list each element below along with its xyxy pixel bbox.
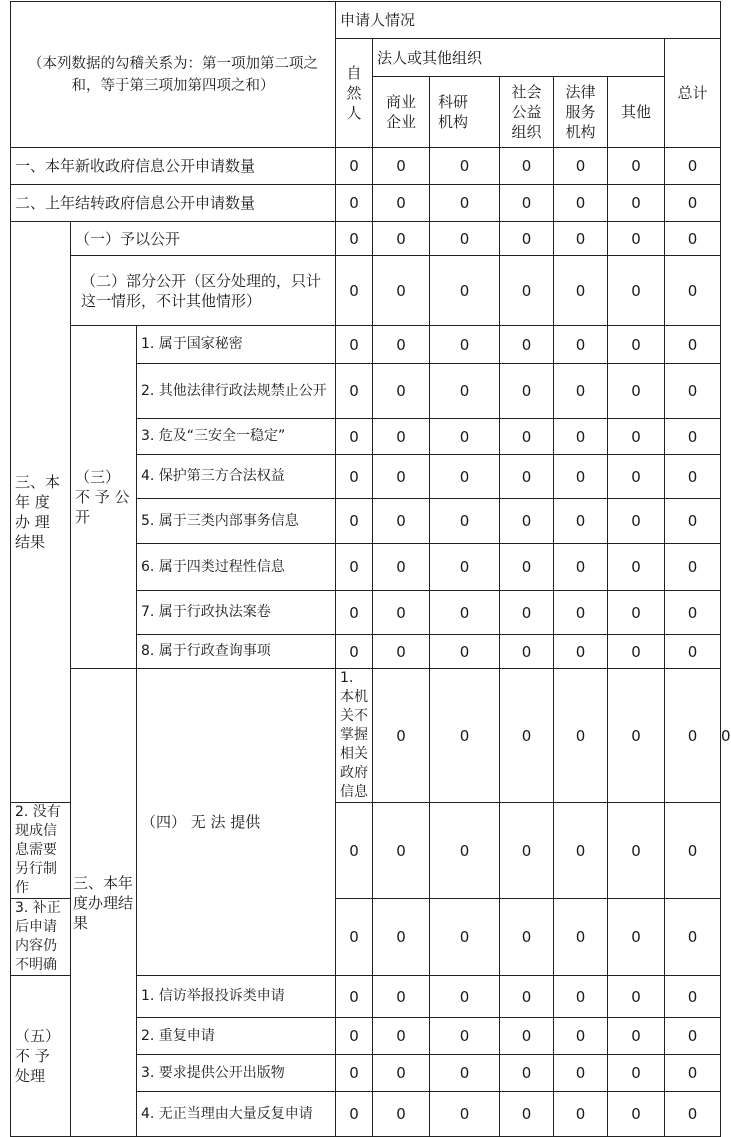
cell-legal-service: 0: [554, 976, 608, 1018]
table-row: 三、本年度办理结果 （四） 无 法 提供 1. 本机关不掌握相关政府信息 0 0 0 0 0 0 0: [11, 669, 721, 803]
row-label: 5. 属于三类内部事务信息: [137, 499, 336, 544]
cell-natural: 0: [336, 1055, 373, 1092]
cell-other: 0: [608, 326, 665, 364]
row-label: 3. 要求提供公开出版物: [137, 1055, 336, 1092]
row-label: 二、上年结转政府信息公开申请数量: [11, 185, 336, 222]
cell-commercial: 0: [373, 1055, 430, 1092]
header-other: 其他: [608, 77, 665, 148]
cell-research: 0: [430, 364, 500, 419]
cell-social: 0: [500, 364, 554, 419]
cell-other: 0: [608, 455, 665, 499]
header-commercial: 商业企业: [373, 77, 430, 148]
row-label: 2. 重复申请: [137, 1018, 336, 1055]
cell-social: 0: [500, 803, 554, 899]
cell-natural: 0: [336, 419, 373, 455]
header-legal-service: 法律服务机构: [554, 77, 608, 148]
cell-research: 0: [430, 185, 500, 222]
cell-natural: 0: [373, 669, 430, 803]
cell-legal-service: 0: [554, 1092, 608, 1137]
cell-social: 0: [500, 185, 554, 222]
header-natural-person: 自然人: [336, 39, 373, 148]
table-row: [11, 148, 721, 185]
cell-other: 0: [608, 364, 665, 419]
cell-natural: 0: [336, 185, 373, 222]
cell-research: 0: [430, 591, 500, 635]
cell-natural: 0: [336, 499, 373, 544]
cell-legal-service: 0: [554, 899, 608, 976]
cell-other: 0: [665, 669, 721, 803]
cell-total: 0: [665, 803, 721, 899]
cell-commercial: 0: [373, 544, 430, 591]
row-label: 6. 属于四类过程性信息: [137, 544, 336, 591]
header-note: （本列数据的勾稽关系为：第一项加第二项之和，等于第三项加第四项之和）: [11, 2, 336, 148]
cell-total: 0: [665, 222, 721, 256]
row-label: 3. 补正后申请内容仍不明确: [11, 899, 71, 976]
section-3-label-b: 三、本年度办理结果: [71, 669, 137, 1137]
cell-commercial: 0: [373, 1092, 430, 1137]
cell-total: 0: [665, 1018, 721, 1055]
section-3-label-a: 三、本 年 度 办 理 结果: [11, 222, 71, 803]
cell-legal-service: 0: [554, 185, 608, 222]
cell-social: 0: [500, 455, 554, 499]
row-label: 1. 信访举报投诉类申请: [137, 976, 336, 1018]
cell-natural: 0: [336, 591, 373, 635]
gov-info-disclosure-table: [10, 1, 731, 1137]
cell-commercial: 0: [373, 635, 430, 669]
cell-social: 0: [500, 899, 554, 976]
cell-legal-service: 0: [554, 326, 608, 364]
cell-natural: 0: [336, 256, 373, 326]
cell-social: 0: [500, 256, 554, 326]
cell-commercial: 0: [373, 976, 430, 1018]
cell-research: 0: [430, 635, 500, 669]
cell-natural: 0: [336, 222, 373, 256]
cell-social: 0: [500, 976, 554, 1018]
cell-total: 0: [665, 1055, 721, 1092]
row-label: 7. 属于行政执法案卷: [137, 591, 336, 635]
cell-research: 0: [430, 1092, 500, 1137]
header-research: 科研机构: [430, 77, 500, 148]
cell-total: 0: [665, 419, 721, 455]
cell-commercial: 0: [373, 148, 430, 185]
row-label: （一）予以公开: [71, 222, 336, 256]
cell-natural: 0: [336, 1092, 373, 1137]
cell-other: 0: [608, 1092, 665, 1137]
cell-other: 0: [608, 499, 665, 544]
cell-commercial: 0: [373, 803, 430, 899]
cell-total: 0: [665, 185, 721, 222]
row-label: 3. 危及“三安全一稳定”: [137, 419, 336, 455]
cell-social: 0: [500, 1018, 554, 1055]
cell-legal-service: 0: [554, 803, 608, 899]
row-label: 一、本年新收政府信息公开申请数量: [11, 148, 336, 185]
cell-total: 0: [665, 148, 721, 185]
report-table-wrapper: [10, 1, 731, 1137]
cell-research: 0: [430, 803, 500, 899]
cell-total: 0: [665, 635, 721, 669]
cell-total: 0: [665, 499, 721, 544]
cell-natural: 0: [336, 326, 373, 364]
cell-total: 0: [665, 326, 721, 364]
cell-natural: 0: [336, 148, 373, 185]
cell-legal-service: 0: [554, 544, 608, 591]
cell-legal-service: 0: [554, 419, 608, 455]
cell-research: 0: [430, 1055, 500, 1092]
table-row: [11, 256, 721, 326]
row-label: 2. 没有现成信息需要另行制作: [11, 803, 71, 899]
cell-research: 0: [430, 222, 500, 256]
cell-commercial: 0: [373, 499, 430, 544]
cell-social: 0: [500, 635, 554, 669]
cell-social: 0: [500, 1092, 554, 1137]
cell-natural: 0: [336, 635, 373, 669]
cell-commercial: 0: [430, 669, 500, 803]
header-applicant: 申请人情况: [336, 2, 721, 39]
cell-commercial: 0: [373, 326, 430, 364]
cell-total: 0: [665, 364, 721, 419]
group-5-label: （五） 不 予 处理: [11, 976, 71, 1137]
cell-social: 0: [500, 222, 554, 256]
group-3-label: （三） 不 予 公开: [71, 326, 137, 669]
cell-research: 0: [500, 669, 554, 803]
cell-legal-service: 0: [554, 455, 608, 499]
header-legal-group: 法人或其他组织: [373, 39, 665, 77]
cell-other: 0: [608, 899, 665, 976]
cell-legal-service: 0: [554, 1018, 608, 1055]
cell-natural: 0: [336, 364, 373, 419]
row-label: 1. 属于国家秘密: [137, 326, 336, 364]
cell-other: 0: [608, 256, 665, 326]
cell-commercial: 0: [373, 419, 430, 455]
cell-natural: 0: [336, 803, 373, 899]
cell-research: 0: [430, 1018, 500, 1055]
cell-research: 0: [430, 976, 500, 1018]
cell-total: 0: [665, 544, 721, 591]
cell-legal-service: 0: [554, 222, 608, 256]
row-label: 4. 保护第三方合法权益: [137, 455, 336, 499]
cell-research: 0: [430, 499, 500, 544]
cell-social: 0: [500, 419, 554, 455]
cell-research: 0: [430, 544, 500, 591]
cell-research: 0: [430, 455, 500, 499]
cell-natural: 0: [336, 899, 373, 976]
cell-natural: 0: [336, 976, 373, 1018]
cell-total: 0: [665, 1092, 721, 1137]
cell-legal-service: 0: [554, 499, 608, 544]
cell-legal-service: 0: [554, 148, 608, 185]
cell-total: 0: [665, 976, 721, 1018]
header-total: 总计: [665, 39, 721, 148]
cell-legal-service: 0: [554, 591, 608, 635]
cell-social: 0: [500, 499, 554, 544]
cell-commercial: 0: [373, 364, 430, 419]
cell-commercial: 0: [373, 256, 430, 326]
cell-other: 0: [608, 803, 665, 899]
cell-research: 0: [430, 326, 500, 364]
cell-other: 0: [608, 148, 665, 185]
cell-commercial: 0: [373, 591, 430, 635]
cell-other: 0: [608, 1055, 665, 1092]
row-label: 8. 属于行政查询事项: [137, 635, 336, 669]
cell-commercial: 0: [373, 455, 430, 499]
table-row: [11, 185, 721, 222]
row-label: （二）部分公开（区分处理的，只计这一情形，不计其他情形）: [71, 256, 336, 326]
cell-research: 0: [430, 899, 500, 976]
cell-commercial: 0: [373, 222, 430, 256]
cell-legal-service: 0: [554, 256, 608, 326]
cell-social: 0: [500, 326, 554, 364]
cell-research: 0: [430, 419, 500, 455]
table-row: [11, 326, 721, 364]
table-row: [11, 222, 721, 256]
cell-total: 0: [665, 455, 721, 499]
cell-total: 0: [665, 899, 721, 976]
cell-total: 0: [665, 591, 721, 635]
row-label: 2. 其他法律行政法规禁止公开: [137, 364, 336, 419]
group-4-label: （四） 无 法 提供: [137, 669, 336, 976]
cell-legal-service: 0: [608, 669, 665, 803]
cell-legal-service: 0: [554, 1055, 608, 1092]
cell-other: 0: [608, 185, 665, 222]
cell-social: 0: [500, 148, 554, 185]
cell-research: 0: [430, 256, 500, 326]
cell-social: 0: [500, 591, 554, 635]
header-social: 社会公益组织: [500, 77, 554, 148]
cell-legal-service: 0: [554, 635, 608, 669]
cell-other: 0: [608, 635, 665, 669]
cell-other: 0: [608, 544, 665, 591]
cell-other: 0: [608, 419, 665, 455]
cell-natural: 0: [336, 455, 373, 499]
cell-commercial: 0: [373, 185, 430, 222]
row-label: 4. 无正当理由大量反复申请: [137, 1092, 336, 1137]
cell-natural: 0: [336, 1018, 373, 1055]
cell-total: 0: [665, 256, 721, 326]
cell-commercial: 0: [373, 899, 430, 976]
cell-natural: 0: [336, 544, 373, 591]
cell-other: 0: [608, 1018, 665, 1055]
cell-commercial: 0: [373, 1018, 430, 1055]
cell-social: 0: [554, 669, 608, 803]
row-label: 1. 本机关不掌握相关政府信息: [336, 669, 373, 803]
cell-other: 0: [608, 976, 665, 1018]
cell-other: 0: [608, 591, 665, 635]
cell-research: 0: [430, 148, 500, 185]
cell-other: 0: [608, 222, 665, 256]
cell-legal-service: 0: [554, 364, 608, 419]
cell-social: 0: [500, 1055, 554, 1092]
cell-social: 0: [500, 544, 554, 591]
